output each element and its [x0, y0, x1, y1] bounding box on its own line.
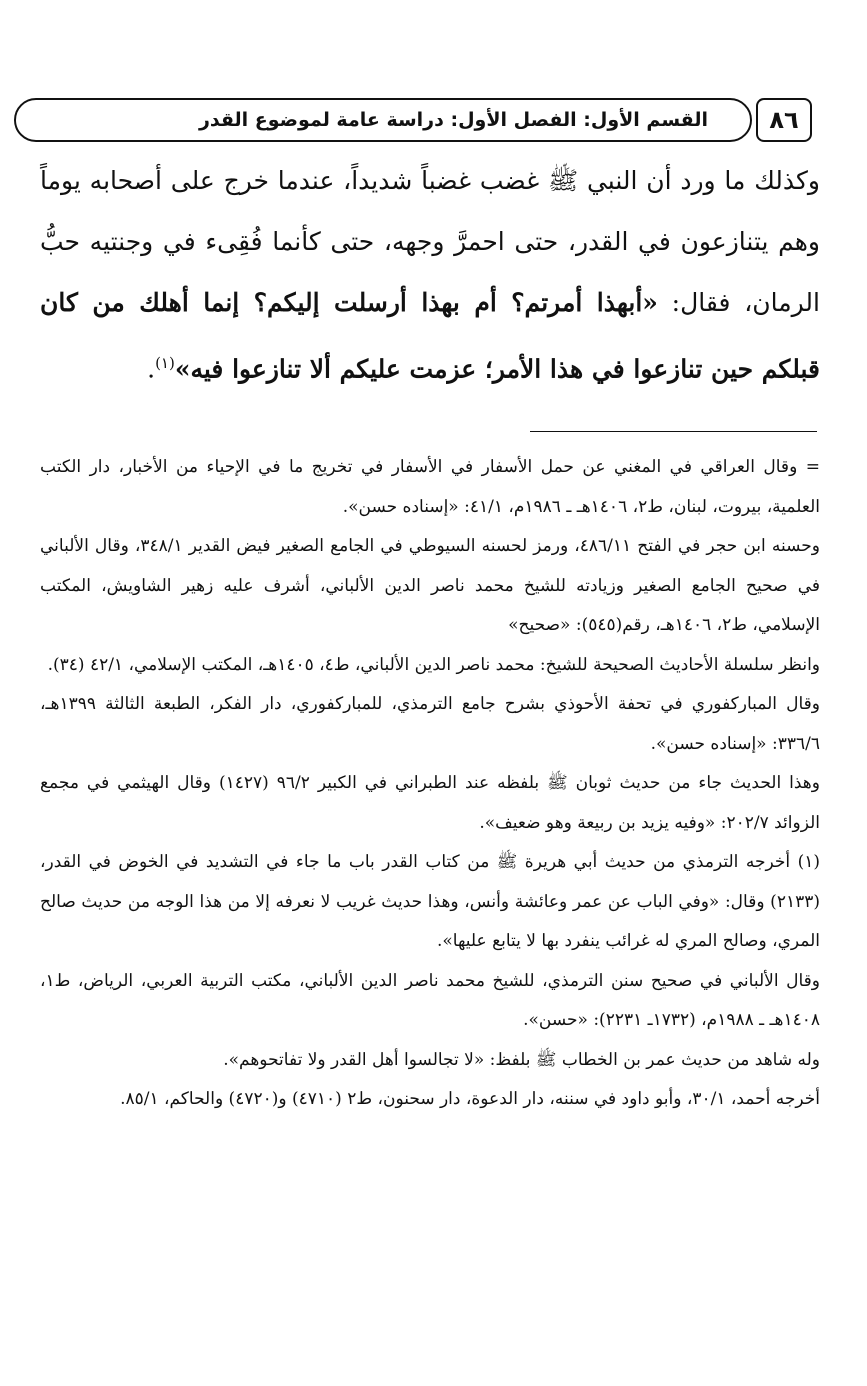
- footnote-paragraph: أخرجه أحمد، ٣٠/١، وأبو داود في سننه، دار الدعوة، دار سحنون، ط٢ (٤٧١٠) و(٤٧٢٠) والحاكم، ٨٥/١.: [120, 1089, 820, 1109]
- footnote-paragraph: (١) أخرجه الترمذي من حديث أبي هريرة ﷺ من كتاب القدر باب ما جاء في التشديد في الخوض في القدر، (٢١٣٣) وقال: «وفي الباب عن عمر وعائشة وأنس، وهذا حديث غريب لا نعرفه إلا من هذا الوجه من حديث صالح المري، وصالح المري له غرائب ينفرد بها لا يتابع عليها».: [40, 852, 820, 951]
- footnote-paragraph: وقال المباركفوري في تحفة الأحوذي بشرح جامع الترمذي، للمباركفوري، دار الفكر، الطبعة الثالثة ١٣٩٩هـ، ٣٣٦/٦: «إسناده حسن».: [40, 694, 820, 754]
- footnote-paragraph: وهذا الحديث جاء من حديث ثوبان ﷺ بلفظه عند الطبراني في الكبير ٩٦/٢ (١٤٢٧) وقال الهيثمي في مجمع الزوائد ٢٠٢/٧: «وفيه يزيد بن ربيعة وهو ضعيف».: [40, 773, 820, 833]
- footnote-marker: (١): [155, 354, 175, 372]
- footnote-paragraph: = وقال العراقي في المغني عن حمل الأسفار في الأسفار في تخريج ما في الإحياء من الأخبار، دار الكتب العلمية، بيروت، لبنان، ط٢، ١٤٠٦هـ ـ ١٩٨٦م، ٤١/١: «إسناده حسن».: [40, 457, 820, 517]
- running-title: القسم الأول: الفصل الأول: دراسة عامة لموضوع القدر: [198, 109, 708, 131]
- footnotes-section: [40, 448, 820, 1120]
- main-paragraph: [40, 150, 820, 399]
- hadith-quote: «أبهذا أمرتم؟ أم بهذا أرسلت إليكم؟ إنما أهلك من كان قبلكم حين تنازعوا في هذا الأمر؛ عزمت عليكم ألا تنازعوا فيه»: [40, 288, 820, 384]
- main-paragraph-text: وكذلك ما ورد أن النبي ﷺ غضب غضباً شديداً، عندما خرج على أصحابه يوماً وهم يتنازعون في القدر، حتى احمرَّ وجهه، حتى كأنما فُقِىء في وجنتيه حبُّ الرمان، فقال:: [40, 166, 820, 317]
- footnote-separator: [530, 431, 817, 432]
- footnote-paragraph: وحسنه ابن حجر في الفتح ٤٨٦/١١، ورمز لحسنه السيوطي في الجامع الصغير فيض القدير ٣٤٨/١، وقال الألباني في صحيح الجامع الصغير وزيادته للشيخ محمد ناصر الدين الألباني، أشرف عليه زهير الشاويش، المكتب الإسلامي، ط٢، ١٤٠٦هـ، رقم(٥٤٥): «صحيح»: [40, 536, 820, 635]
- footnote-paragraph: وانظر سلسلة الأحاديث الصحيحة للشيخ: محمد ناصر الدين الألباني، ط٤، ١٤٠٥هـ، المكتب الإسلامي، ٤٢/١ (٣٤).: [47, 654, 820, 675]
- page-number: ٨٦: [756, 98, 812, 142]
- paragraph-end: .: [147, 354, 156, 384]
- footnote-paragraph: وله شاهد من حديث عمر بن الخطاب ﷺ بلفظ: «لا تجالسوا أهل القدر ولا تفاتحوهم».: [223, 1049, 820, 1070]
- footnote-paragraph: وقال الألباني في صحيح سنن الترمذي، للشيخ محمد ناصر الدين الألباني، مكتب التربية العربي، الرياض، ط١، ١٤٠٨هـ ـ ١٩٨٨م، (١٧٣٢ـ ٢٢٣١): «حسن».: [40, 970, 820, 1030]
